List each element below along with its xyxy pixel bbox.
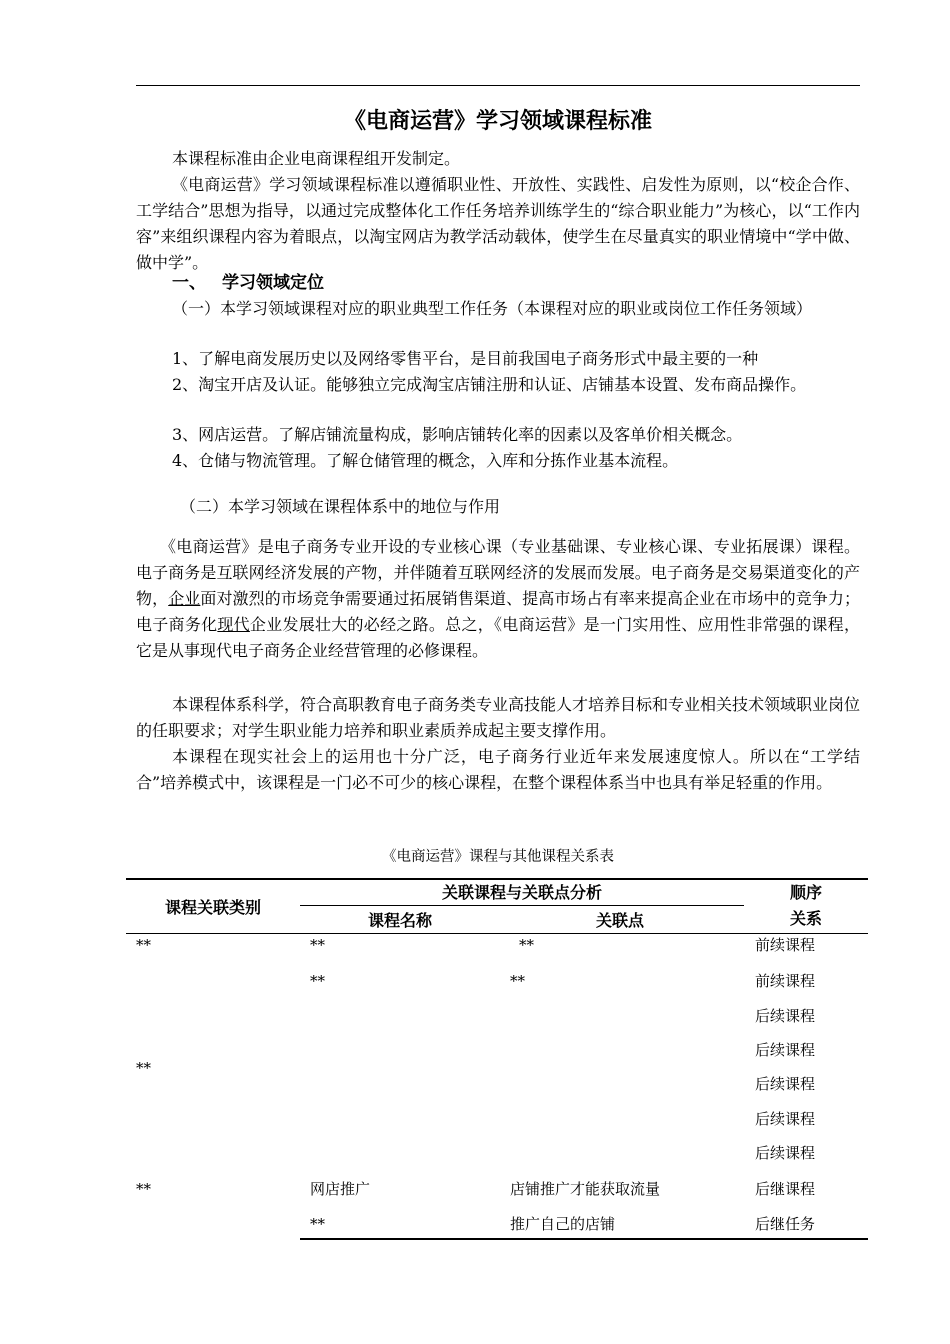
- link-modern: 现代: [217, 615, 250, 634]
- row6-order: 后续课程: [755, 1110, 816, 1128]
- header-rule: [136, 85, 860, 86]
- link-enterprise: 企业: [168, 589, 201, 608]
- row5-category: **: [136, 1059, 151, 1077]
- intro-paragraph-1: 本课程标准由企业电商课程组开发制定。: [172, 149, 461, 168]
- row8-name: 网店推广: [310, 1180, 371, 1198]
- table-caption: 《电商运营》课程与其他课程关系表: [382, 849, 614, 865]
- row7-order: 后续课程: [755, 1144, 816, 1162]
- header-order-line1: 顺序: [789, 883, 822, 902]
- row2-order: 前续课程: [755, 972, 816, 990]
- row9-point: 推广自己的店铺: [510, 1215, 616, 1233]
- intro-paragraph-2: 《电商运营》学习领域课程标准以遵循职业性、开放性、实践性、启发性为原则，以“校企合作、工学结合”思想为指导，以通过完成整体化工作任务培养训练学生的“综合职业能力”为核心，以“工作内容”来组织课程内容为着眼点，以淘宝网店为教学活动载体，使学生在尽量真实的职业情境中“学中做、做中学”。: [136, 175, 860, 272]
- header-group: 关联课程与关联点分析: [441, 883, 602, 902]
- task-item-3: 3、网店运营。了解店铺流量构成，影响店铺转化率的因素以及客单价相关概念。: [172, 425, 743, 444]
- table-bottom-rule: [300, 1238, 868, 1240]
- role-paragraph: 《电商运营》是电子商务专业开设的专业核心课（专业基础课、专业核心课、专业拓展课）课程。电子商务是互联网经济发展的产物，并伴随着互联网经济的发展而发展。电子商务是交易渠道变化的产物，企业面对激烈的市场竞争需要通过拓展销售渠道、提高市场占有率来提高企业在市场中的竞争力；电子商务化现代企业发展壮大的必经之路。总之，《电商运营》是一门实用性、应用性非常强的课程，它是从事现代电子商务企业经营管理的必修课程。: [136, 537, 860, 660]
- task-item-4: 4、仓储与物流管理。了解仓储管理的概念，入库和分拣作业基本流程。: [172, 451, 679, 470]
- document-title: 《电商运营》学习领域课程标准: [343, 109, 652, 134]
- row1-category: **: [136, 936, 151, 954]
- header-order-line2: 关系: [789, 909, 822, 928]
- subsection-1-title: （一）本学习领域课程对应的职业典型工作任务（本课程对应的职业或岗位工作任务领域）: [172, 299, 813, 318]
- row8-order: 后继课程: [755, 1180, 816, 1198]
- row8-category: **: [136, 1180, 151, 1198]
- row9-order: 后继任务: [755, 1215, 816, 1233]
- header-point: 关联点: [595, 911, 644, 930]
- row4-order: 后续课程: [755, 1041, 816, 1059]
- system-paragraph: 本课程体系科学，符合高职教育电子商务类专业高技能人才培养目标和专业相关技术领域职业岗位的任职要求；对学生职业能力培养和职业素质养成起主要支撑作用。: [136, 695, 861, 740]
- table-top-rule: [126, 878, 868, 880]
- row1-order: 前续课程: [755, 936, 816, 954]
- row5-order: 后续课程: [755, 1075, 816, 1093]
- row1-name: **: [310, 936, 325, 954]
- row2-point: **: [510, 972, 525, 990]
- header-course-name: 课程名称: [367, 911, 432, 930]
- application-paragraph: 本课程在现实社会上的运用也十分广泛，电子商务行业近年来发展速度惊人。所以在“工学结合”培养模式中，该课程是一门必不可少的核心课程，在整个课程体系当中也具有举足轻重的作用。: [136, 747, 860, 792]
- section-title: 学习领域定位: [222, 273, 324, 293]
- task-item-2: 2、淘宝开店及认证。能够独立完成淘宝店铺注册和认证、店铺基本设置、发布商品操作。: [172, 375, 807, 394]
- section-heading: [172, 270, 324, 296]
- row3-order: 后续课程: [755, 1007, 816, 1025]
- row1-point: **: [519, 936, 534, 954]
- section-number: 一、: [172, 273, 206, 293]
- header-category: 课程关联类别: [164, 898, 261, 917]
- table-mid-rule: [300, 905, 744, 906]
- subsection-2-title: （二）本学习领域在课程体系中的地位与作用: [180, 497, 501, 516]
- row9-name: **: [310, 1215, 325, 1233]
- task-item-1: 1、了解电商发展历史以及网络零售平台，是目前我国电子商务形式中最主要的一种: [172, 349, 759, 368]
- row2-name: **: [310, 972, 325, 990]
- row8-point: 店铺推广才能获取流量: [510, 1180, 661, 1198]
